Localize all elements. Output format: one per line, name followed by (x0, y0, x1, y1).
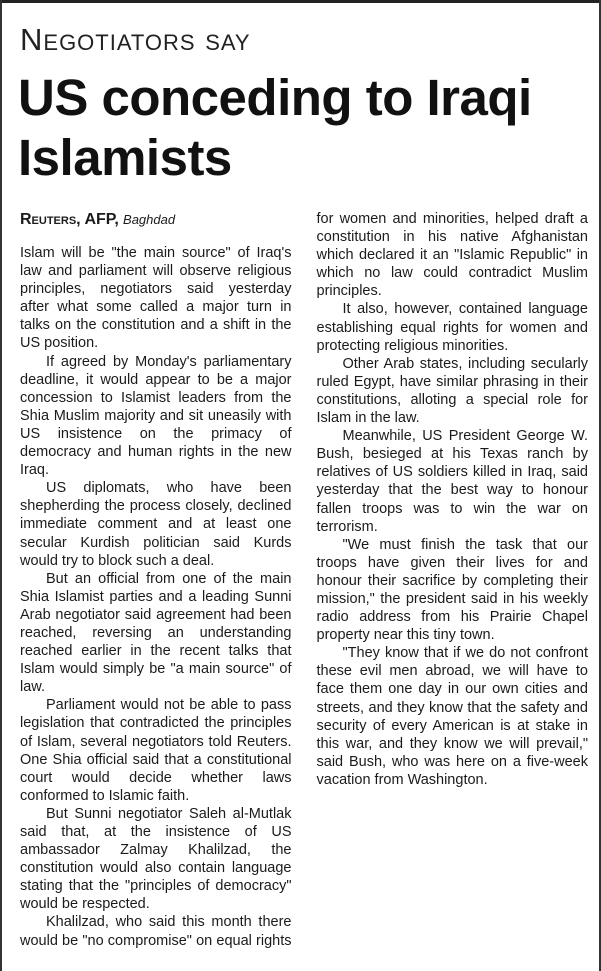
byline (20, 210, 292, 230)
paragraph: US diplomats, who have been shepherding the process closely, declined immediate comment and at least one secular Kurdish politician said Kurds would try to block such a deal. (20, 480, 292, 569)
paragraph: If agreed by Monday's parliamentary deadline, it would appear to be a major concession to Islamist leaders from the Shia Muslim majority and sit uneasily with US insistence on the primacy of democracy and human rights in the new Iraq. (20, 353, 292, 479)
byline-location: Baghdad (123, 212, 176, 227)
article-body (20, 210, 588, 950)
paragraph: "We must finish the task that our troops have given their lives for and honour their sacrifice by completing their mission," the president said in his weekly radio address from his Prairie Chapel property near this tiny town. (316, 536, 588, 644)
left-border (0, 0, 2, 971)
paragraph: But an official from one of the main Shia Islamist parties and a leading Sunni Arab negotiator said agreement had been reached, reversing an understanding reached earlier in the recent talks that Islam would simply be "a main source" of law. (20, 570, 292, 696)
top-border (0, 0, 601, 3)
paragraph: Parliament would not be able to pass legislation that contradicted the principles of Islam, several negotiators told Reuters. One Shia official said that a constitutional court would decide whether laws conformed to Islamic faith. (20, 697, 292, 804)
paragraph: Other Arab states, including secularly ruled Egypt, have similar phrasing in their constitutions, alloting a special role for Islam in the law. (316, 355, 588, 427)
byline-agencies: Reuters, AFP, (20, 211, 119, 228)
paragraph: Khalilzad, who said this month there would be "no compromise" on equal rights for women and minorities, helped draft a constitution in his native Afghanistan which declared it an "Islamic Republic" in which no law could contradict Muslim principles. (20, 211, 588, 949)
paragraph: "They know that if we do not confront these evil men abroad, we will have to face them one day in our own cities and streets, and they know that the safety and security of every American is at stake in this war, and they know we will prevail," said Bush, who was here on a five-week vacation from Washington. (316, 645, 588, 788)
paragraph: It also, however, contained language establishing equal rights for women and protecting religious minorities. (316, 301, 588, 354)
paragraph: Islam will be "the main source" of Iraq's law and parliament will observe religious principles, negotiators said yesterday after what some called a major turn in talks on the constitution and a shift in the US position. (20, 245, 292, 352)
headline: US conceding to Iraqi Islamists (18, 69, 532, 186)
paragraph: Meanwhile, US President George W. Bush, besieged at his Texas ranch by relatives of US soldiers killed in Iraq, said yesterday that the best way to honour fallen troops was to win the war on terrorism. (316, 428, 588, 535)
kicker: Negotiators say (20, 22, 251, 57)
paragraph: But Sunni negotiator Saleh al-Mutlak said that, at the insistence of US ambassador Zalmay Khalilzad, the constitution would also contain language stating that the "principles of democracy" would be respected. (20, 805, 292, 913)
